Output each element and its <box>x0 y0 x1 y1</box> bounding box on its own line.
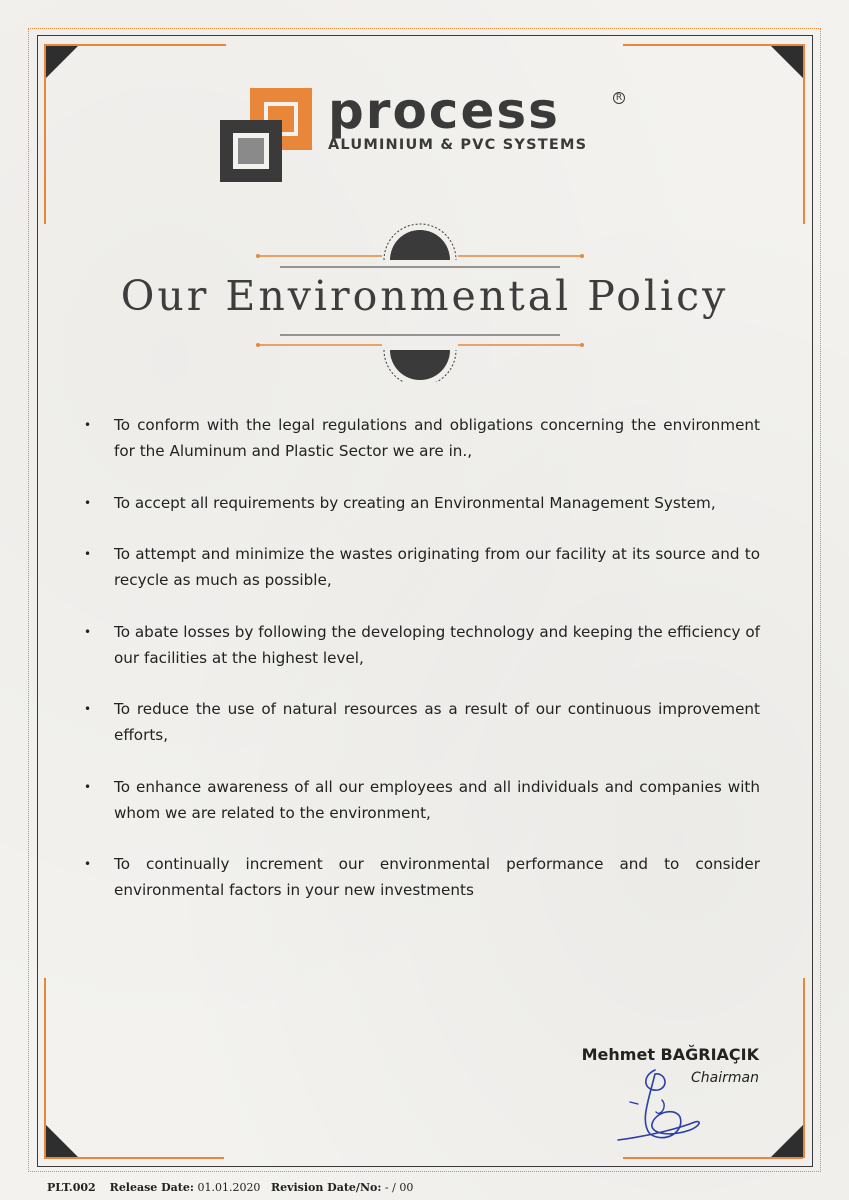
bullet: • <box>84 547 92 561</box>
bullet: • <box>84 418 92 432</box>
policy-item <box>84 851 760 903</box>
corner-triangle-top-left <box>46 46 78 78</box>
orange-rule-bottom-right-v <box>803 978 805 1158</box>
logo-wordmark: process <box>328 82 560 140</box>
policy-item <box>84 774 760 826</box>
orange-rule-bottom-left-v <box>44 978 46 1158</box>
release-date: 01.01.2020 <box>197 1181 261 1194</box>
document-footer <box>47 1181 413 1194</box>
policy-item <box>84 696 760 748</box>
policy-text: To conform with the legal regulations and obligations concerning the environment for the Aluminum and Plastic Sector we are in., <box>114 416 760 460</box>
policy-item <box>84 412 760 464</box>
policy-text: To enhance awareness of all our employees and all individuals and companies with whom we are related to the environment, <box>114 777 760 822</box>
corner-triangle-bottom-left <box>46 1125 78 1157</box>
bullet: • <box>84 495 92 510</box>
title-ornament-top <box>250 222 590 272</box>
bullet: • <box>84 779 92 794</box>
orange-rule-top-right-v <box>803 44 805 224</box>
policy-text: To accept all requirements by creating an Environmental Management System, <box>114 493 716 512</box>
policy-item <box>84 619 760 671</box>
signer-role: Chairman <box>691 1070 759 1086</box>
corner-triangle-top-right <box>771 46 803 78</box>
bullet: • <box>84 857 92 871</box>
corner-triangle-bottom-right <box>771 1125 803 1157</box>
policy-item <box>84 541 760 593</box>
handwritten-signature <box>610 1062 710 1147</box>
bullet: • <box>84 702 92 716</box>
policy-text: To abate losses by following the developing technology and keeping the efficiency of our facilities at the highest level, <box>114 622 760 667</box>
policy-list <box>84 412 760 929</box>
process-logo <box>220 82 630 188</box>
bullet: • <box>84 624 92 639</box>
orange-rule-bottom-right-h <box>623 1157 803 1159</box>
release-label: Release Date: <box>109 1181 194 1194</box>
policy-text: To reduce the use of natural resources as a result of our continuous improvement efforts, <box>114 700 760 744</box>
orange-rule-bottom-left-h <box>44 1157 224 1159</box>
logo-squares-icon <box>220 88 315 184</box>
orange-rule-top-left-v <box>44 44 46 224</box>
orange-rule-top-right-h <box>623 44 803 46</box>
title-ornament-bottom <box>250 330 590 382</box>
signer-name: Mehmet BAĞRIAÇIK <box>581 1045 759 1064</box>
doc-code: PLT.002 <box>47 1181 96 1194</box>
policy-item <box>84 490 760 516</box>
policy-text: To continually increment our environmental performance and to consider environmental factors in your new investments <box>114 855 760 899</box>
policy-text: To attempt and minimize the wastes originating from our facility at its source and to recycle as much as possible, <box>114 545 760 589</box>
revision-label: Revision Date/No: <box>270 1181 382 1194</box>
revision-value: - / 00 <box>384 1181 414 1194</box>
orange-rule-top-left-h <box>46 44 226 46</box>
logo-tagline: ALUMINIUM & PVC SYSTEMS <box>328 137 588 153</box>
registered-mark: R <box>613 92 625 104</box>
page-title: Our Environmental Policy <box>120 272 729 320</box>
